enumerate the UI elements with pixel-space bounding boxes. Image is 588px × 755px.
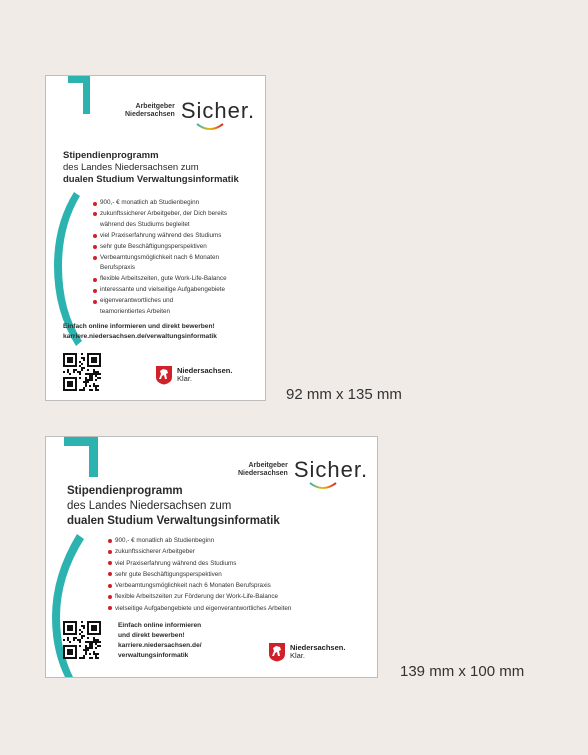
sicher-wordmark-text: Sicher. <box>293 457 369 482</box>
headline-line1: Stipendienprogramm <box>67 485 183 497</box>
bullet-dot-icon <box>93 289 97 293</box>
benefit-item <box>93 285 263 296</box>
headline-line2: des Landes Niedersachsen zum <box>63 162 199 173</box>
bullet-dot-icon <box>93 202 97 206</box>
headline-line2: des Landes Niedersachsen zum <box>67 500 232 512</box>
bullet-dot-icon <box>93 256 97 260</box>
benefit-text: sehr gute Beschäftigungsperspektiven <box>100 242 207 250</box>
employer-label <box>125 103 175 119</box>
cta-text <box>63 322 217 342</box>
benefit-text: interessante und vielseitige Aufgabengebiete <box>100 286 225 294</box>
benefit-text: 900,- € monatlich ab Studienbeginn <box>100 199 200 206</box>
benefit-text: sehr gute Beschäftigungsperspektiven <box>115 570 222 578</box>
benefit-item <box>93 209 263 220</box>
cta-url-line2[interactable]: verwaltungsinformatik <box>118 652 189 659</box>
employer-brand-logo <box>238 457 368 483</box>
bullet-dot-icon <box>93 234 97 238</box>
cta-line1: Einfach online informieren <box>118 622 202 629</box>
lower-saxony-horse-icon <box>155 365 173 385</box>
ns-name: Niedersachsen. <box>290 643 346 652</box>
benefit-item <box>108 603 373 614</box>
qr-code[interactable] <box>63 353 101 391</box>
benefit-item <box>108 580 373 591</box>
headline-line3: dualen Studium Verwaltungsinformatik <box>67 515 280 527</box>
cta-text <box>118 621 202 661</box>
benefit-text: Verbeamtungsmöglichkeit nach 6 Monaten Berufspraxis <box>115 582 271 590</box>
flyer-card-portrait <box>45 75 266 401</box>
benefit-item <box>93 253 263 264</box>
bullet-dot-icon <box>93 300 97 304</box>
benefit-text: zukunftssicherer Arbeitgeber, der Dich bereits <box>100 209 228 217</box>
benefit-item <box>108 569 373 580</box>
benefit-text: während des Studiums begleitet <box>100 220 190 228</box>
headline <box>63 150 239 186</box>
bullet-dot-icon <box>108 539 112 543</box>
bullet-dot-icon <box>108 561 112 565</box>
employer-label-line1: Arbeitgeber <box>248 462 288 469</box>
lower-saxony-horse-icon <box>268 642 286 662</box>
bullet-dot-icon <box>93 212 97 216</box>
benefit-item <box>93 220 263 231</box>
bullet-dot-icon <box>108 572 112 576</box>
benefit-text: eigenverantwortliches und <box>100 297 174 305</box>
benefit-item <box>93 198 263 209</box>
benefit-item <box>108 535 373 546</box>
benefit-item <box>93 263 263 274</box>
benefit-item <box>93 231 263 242</box>
benefit-item <box>93 242 263 253</box>
benefit-text: 900,- € monatlich ab Studienbeginn <box>115 537 215 544</box>
headline <box>67 484 280 529</box>
benefit-text: teamorientiertes Arbeiten <box>100 308 171 316</box>
benefit-item <box>108 558 373 569</box>
sicher-color-arc <box>308 481 338 491</box>
ns-claim: Klar. <box>290 651 306 660</box>
cta-line1: Einfach online informieren und direkt bewerben! <box>63 323 215 330</box>
employer-label-line2: Niedersachsen <box>238 470 288 477</box>
employer-label-line2: Niedersachsen <box>125 111 175 118</box>
size-label-landscape: 139 mm x 100 mm <box>400 663 525 680</box>
bullet-dot-icon <box>108 550 112 554</box>
size-label-portrait: 92 mm x 135 mm <box>286 386 402 403</box>
employer-label-line1: Arbeitgeber <box>135 103 175 110</box>
benefit-text: viel Praxiserfahrung während des Studiums <box>100 231 222 239</box>
bullet-dot-icon <box>93 245 97 249</box>
benefit-item <box>108 546 373 557</box>
headline-line1: Stipendienprogramm <box>63 150 159 161</box>
sicher-wordmark-text: Sicher. <box>180 98 256 123</box>
niedersachsen-logo <box>155 365 232 385</box>
benefit-text: flexible Arbeitszeiten zur Förderung der Work-Life-Balance <box>115 593 278 601</box>
benefit-item <box>93 296 263 307</box>
sicher-wordmark <box>294 457 368 483</box>
benefit-item <box>93 307 263 318</box>
benefit-text: Verbeamtungsmöglichkeit nach 6 Monaten <box>100 253 220 261</box>
benefit-text: flexible Arbeitszeiten, gute Work-Life-Balance <box>100 275 227 283</box>
bullet-dot-icon <box>108 595 112 599</box>
benefit-text: vielseitige Aufgabengebiete und eigenverantwortliches Arbeiten <box>115 604 292 612</box>
flyer-card-landscape <box>45 436 378 678</box>
benefit-text: viel Praxiserfahrung während des Studiums <box>115 559 237 567</box>
bullet-dot-icon <box>108 584 112 588</box>
headline-line3: dualen Studium Verwaltungsinformatik <box>63 174 239 185</box>
bullet-dot-icon <box>108 606 112 610</box>
ns-claim: Klar. <box>177 374 193 383</box>
benefit-item <box>108 591 373 602</box>
cta-line2: und direkt bewerben! <box>118 632 185 639</box>
benefit-text: Berufspraxis <box>100 264 135 272</box>
employer-label <box>238 462 288 478</box>
cta-url[interactable]: karriere.niedersachsen.de/verwaltungsinformatik <box>63 333 217 340</box>
sicher-wordmark <box>181 98 255 124</box>
benefit-item <box>93 274 263 285</box>
cta-url-line1[interactable]: karriere.niedersachsen.de/ <box>118 642 202 649</box>
benefits-list <box>108 535 373 614</box>
ns-name: Niedersachsen. <box>177 366 233 375</box>
qr-code[interactable] <box>63 621 101 661</box>
benefit-text: zukunftssicherer Arbeitgeber <box>115 548 195 556</box>
niedersachsen-logo <box>268 642 345 662</box>
sicher-color-arc <box>195 122 225 132</box>
employer-brand-logo <box>125 98 255 124</box>
benefits-list <box>93 198 263 318</box>
bullet-dot-icon <box>93 278 97 282</box>
